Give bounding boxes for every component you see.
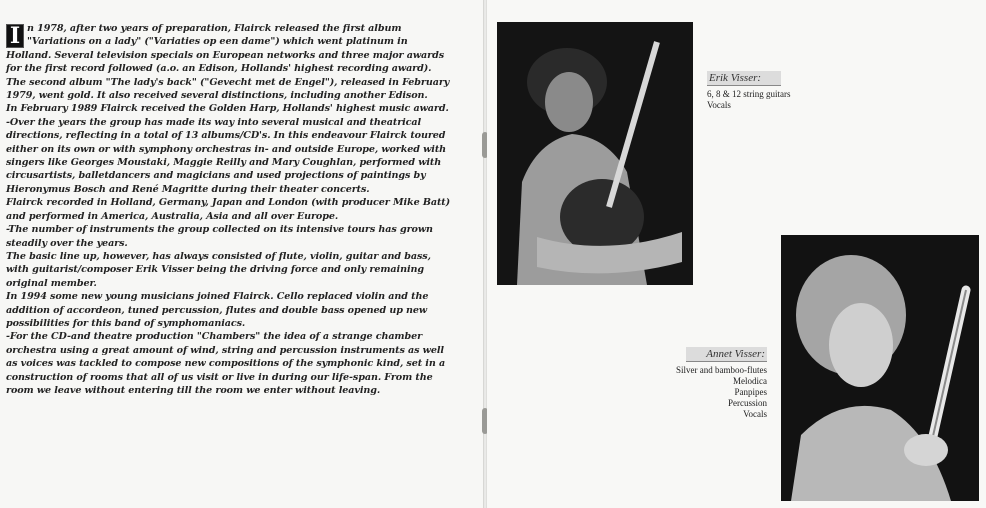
annet-visser-caption xyxy=(657,344,767,420)
paragraph: -The number of instruments the group collected on its intensive tours has grown steadily over the years. xyxy=(6,224,433,249)
paragraph: In February 1989 Flairck received the Golden Harp, Hollands' highest music award. xyxy=(6,103,449,115)
member-role: Panpipes xyxy=(734,387,767,397)
member-name: Annet Visser: xyxy=(686,347,767,362)
paragraph: -Over the years the group has made its way into several musical and theatrical directions, reflecting in a total of 13 albums/CD's. In this endeavour Flairck toured either on its own or with symphony orchestras in- and outside Europe, worked with singers like Georges Moustaki, Maggie Reilly and Mary Coughlan, performed with circusartists, balletdancers and magicians and used projections of paintings by Hieronymus Bosch and René Magritte during their theater concerts. xyxy=(6,116,447,195)
member-role: Vocals xyxy=(707,100,731,110)
paragraph: The basic line up, however, has always consisted of flute, violin, guitar and bass, with guitarist/composer Erik Visser being the driving force and only remaining original member. xyxy=(6,250,431,289)
paragraph: Flairck recorded in Holland, Germany, Japan and London (with producer Mike Batt) and performed in America, Australia, Asia and all over Europe. xyxy=(6,197,451,222)
guitarist-photo-illustration xyxy=(497,22,693,285)
flutist-photo-illustration xyxy=(781,235,979,501)
member-name: Erik Visser: xyxy=(707,71,781,86)
left-page xyxy=(0,0,483,508)
paragraph: n 1978, after two years of preparation, Flairck released the first album "Variations on a lady" ("Variaties op een dame") which went platinum in Holland. Several television specials on European networks and three major awards for the first record followed (a.o. an Edison, Hollands' highest recording award). The second album "The lady's back" ("Gevecht met de Engel"), released in February 1979, went gold. It also received several distinctions, including another Edison. xyxy=(6,23,450,102)
member-role: Percussion xyxy=(728,398,767,408)
erik-visser-caption xyxy=(707,68,791,111)
member-role: Silver and bamboo-flutes xyxy=(676,365,767,375)
biography-text xyxy=(6,22,452,397)
paragraph: In 1994 some new young musicians joined Flairck. Cello replaced violin and the addition of accordeon, tuned percussion, flutes and double bass opened up new possibilities for this band of symphomaniacs. xyxy=(6,291,429,329)
member-role: Melodica xyxy=(733,376,767,386)
annet-visser-photo xyxy=(781,235,979,501)
right-page xyxy=(487,0,986,508)
erik-visser-photo xyxy=(497,22,693,285)
drop-cap: I xyxy=(6,24,24,48)
paragraph: -For the CD-and theatre production "Chambers" the idea of a strange chamber orchestra using a great amount of wind, string and percussion instruments as well as voices was tackled to compose new compositions of the symphonic kind, set in a construction of rooms that all of us visit or live in during our life-span. From the room we leave without entering till the room we enter without leaving. xyxy=(6,331,446,396)
member-role: 6, 8 & 12 string guitars xyxy=(707,89,791,99)
member-role: Vocals xyxy=(743,409,767,419)
